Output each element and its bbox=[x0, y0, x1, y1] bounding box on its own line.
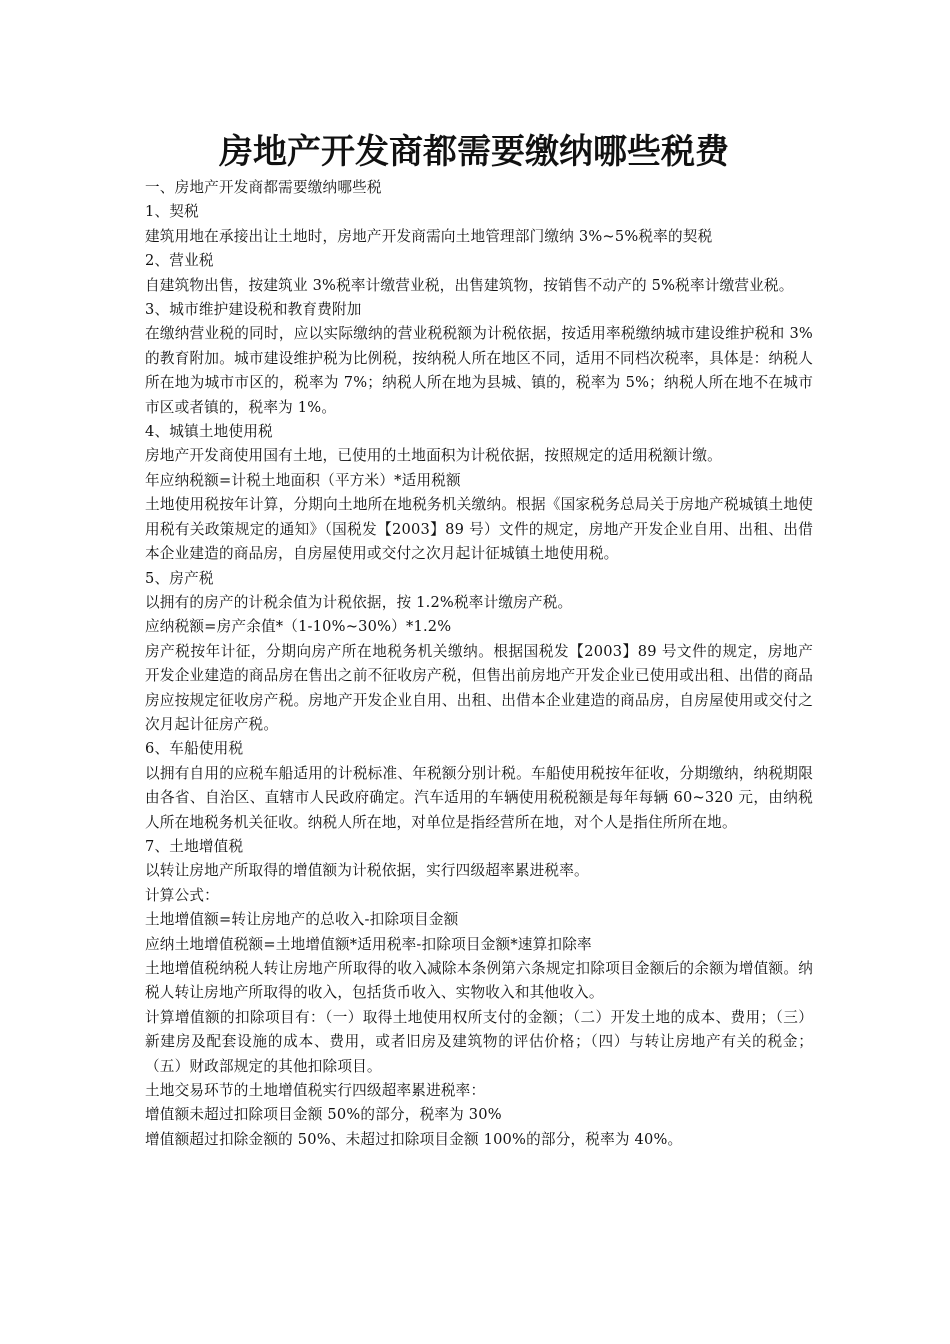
paragraph: 土地增值税纳税人转让房地产所取得的收入减除本条例第六条规定扣除项目金额后的余额为增值额。纳税人转让房地产所取得的收入，包括货币收入、实物收入和其他收入。 bbox=[145, 960, 813, 1002]
formula: 土地增值额=转让房地产的总收入-扣除项目金额 bbox=[145, 911, 459, 929]
section-heading: 一、房地产开发商都需要缴纳哪些税 bbox=[145, 179, 382, 196]
paragraph: 增值额未超过扣除项目金额 50%的部分，税率为 30% bbox=[145, 1106, 502, 1124]
paragraph: 建筑用地在承接出让土地时，房地产开发商需向土地管理部门缴纳 3%~5%税率的契税 bbox=[145, 227, 713, 245]
paragraph: 土地使用税按年计算，分期向土地所在地税务机关缴纳。根据《国家税务总局关于房地产税城镇土地使用税有关政策规定的通知》（国税发【2003】89 号）文件的规定，房地产开发企业自用、出租、出借本企业建造的商品房，自房屋使用或交付之次月起计征城镇土地使用税。 bbox=[145, 496, 813, 563]
formula: 应纳土地增值税额=土地增值额*适用税率-扣除项目金额*速算扣除率 bbox=[145, 935, 592, 953]
paragraph: 以转让房地产所取得的增值额为计税依据，实行四级超率累进税率。 bbox=[145, 862, 589, 880]
paragraph: 土地交易环节的土地增值税实行四级超率累进税率： bbox=[145, 1082, 486, 1100]
paragraph: 计算增值额的扣除项目有：（一）取得土地使用权所支付的金额；（二）开发土地的成本、费用；（三）新建房及配套设施的成本、费用，或者旧房及建筑物的评估价格；（四）与转让房地产有关的税金；（五）财政部规定的其他扣除项目。 bbox=[145, 1008, 813, 1075]
tax-heading-property-tax: 5、房产税 bbox=[145, 569, 214, 587]
tax-heading-vehicle-tax: 6、车船使用税 bbox=[145, 740, 244, 758]
tax-heading-land-appreciation-tax: 7、土地增值税 bbox=[145, 837, 244, 855]
paragraph: 房地产开发商使用国有土地，已使用的土地面积为计税依据，按照规定的适用税额计缴。 bbox=[145, 447, 722, 465]
tax-heading-business-tax: 2、营业税 bbox=[145, 252, 214, 270]
document-title: 房地产开发商都需要缴纳哪些税费 bbox=[219, 132, 729, 172]
formula-label: 计算公式： bbox=[145, 886, 219, 904]
tax-heading-urban-construction: 3、城市维护建设税和教育费附加 bbox=[145, 301, 362, 319]
paragraph: 自建筑物出售，按建筑业 3%税率计缴营业税，出售建筑物，按销售不动产的 5%税率计缴营业税。 bbox=[145, 276, 794, 294]
paragraph: 增值额超过扣除金额的 50%、未超过扣除项目金额 100%的部分，税率为 40%。 bbox=[145, 1130, 683, 1148]
paragraph: 以拥有的房产的计税余值为计税依据，按 1.2%税率计缴房产税。 bbox=[145, 593, 573, 611]
document-page bbox=[145, 128, 813, 1152]
paragraph: 以拥有自用的应税车船适用的计税标准、年税额分别计税。车船使用税按年征收，分期缴纳，纳税期限由各省、自治区、直辖市人民政府确定。汽车适用的车辆使用税税额是每年每辆 60~320 元，由纳税人所在地税务机关征收。纳税人所在地，对单位是指经营所在地，对个人是指住所所在地。 bbox=[145, 764, 813, 831]
paragraph: 在缴纳营业税的同时，应以实际缴纳的营业税税额为计税依据，按适用率税缴纳城市建设维护税和 3%的教育附加。城市建设维护税为比例税，按纳税人所在地区不同，适用不同档次税率，具体是：纳税人所在地为城市市区的，税率为 7%；纳税人所在地为县城、镇的，税率为 5%；纳税人所在地不在城市市区或者镇的，税率为 1%。 bbox=[145, 325, 813, 416]
paragraph: 房产税按年计征，分期向房产所在地税务机关缴纳。根据国税发【2003】89 号文件的规定，房地产开发企业建造的商品房在售出之前不征收房产税，但售出前房地产开发企业已使用或出租、出借的商品房应按规定征收房产税。房地产开发企业自用、出租、出借本企业建造的商品房，自房屋使用或交付之次月起计征房产税。 bbox=[145, 642, 813, 733]
formula: 年应纳税额=计税土地面积（平方米）*适用税额 bbox=[145, 471, 461, 489]
tax-heading-land-use-tax: 4、城镇土地使用税 bbox=[145, 423, 273, 441]
tax-heading-deed-tax: 1、契税 bbox=[145, 203, 199, 221]
formula: 应纳税额=房产余值*（1-10%~30%）*1.2% bbox=[145, 618, 452, 636]
